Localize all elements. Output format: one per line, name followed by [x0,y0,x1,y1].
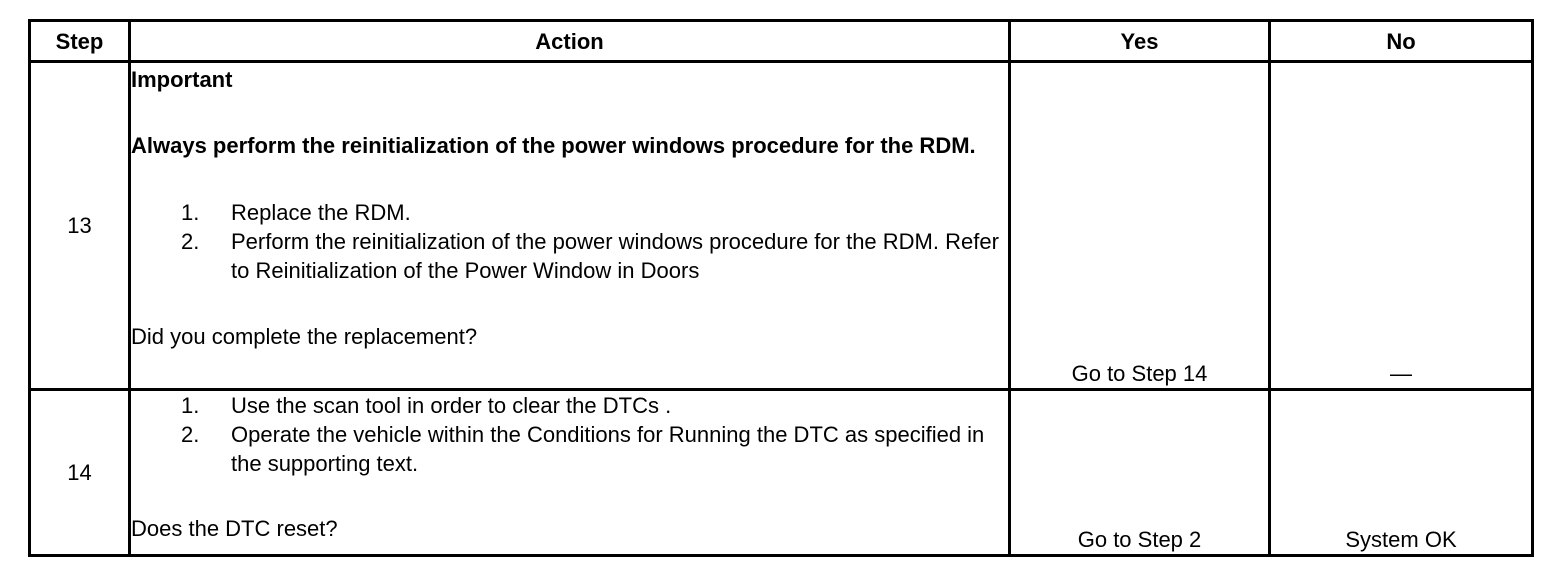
header-step: Step [30,21,130,62]
list-item-number: 2. [181,229,200,254]
yes-result: Go to Step 14 [1010,62,1270,390]
important-label: Important [131,67,233,92]
list-item-number: 1. [181,200,200,225]
step-number: 14 [30,390,130,556]
table-row-step-13 [30,62,1533,390]
list-item-text: Use the scan tool in order to clear the DTCs . [231,393,672,418]
list-item-text: Perform the reinitialization of the power windows procedure for the RDM. Refer to Reinitialization of the Power Window in Doors [231,229,999,283]
action-list [131,198,1008,285]
action-cell [130,390,1010,556]
no-result: System OK [1270,390,1533,556]
list-item-text: Operate the vehicle within the Conditions for Running the DTC as specified in the supporting text. [231,422,985,476]
table-row-step-14 [30,390,1533,556]
no-result: — [1270,62,1533,390]
question-text: Did you complete the replacement? [131,324,478,349]
header-no: No [1270,21,1533,62]
list-item [131,227,1008,285]
list-item [131,198,1008,227]
question-text: Does the DTC reset? [131,516,338,541]
header-yes: Yes [1010,21,1270,62]
yes-result: Go to Step 2 [1010,390,1270,556]
header-row [30,21,1533,62]
list-item-text: Replace the RDM. [231,200,411,225]
header-action: Action [130,21,1010,62]
list-item [131,420,1008,478]
action-list [131,391,1008,478]
important-text: Always perform the reinitialization of the power windows procedure for the RDM. [131,133,976,158]
list-item-number: 2. [181,422,200,447]
list-item [131,391,1008,420]
action-cell [130,62,1010,390]
list-item-number: 1. [181,393,200,418]
step-number: 13 [30,62,130,390]
diagnostic-table [28,19,1534,557]
